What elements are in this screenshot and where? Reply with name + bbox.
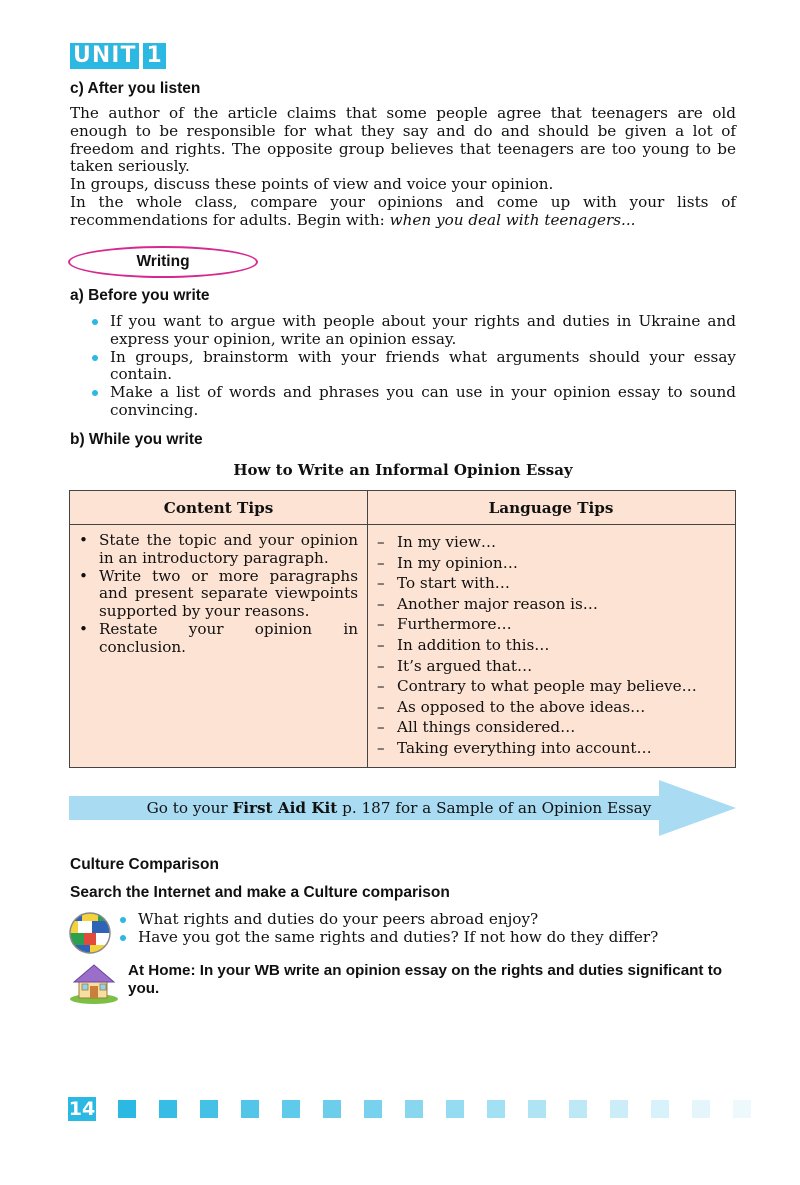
before-write-item: Make a list of words and phrases you can use in your opinion essay to sound convincing. <box>90 384 736 420</box>
footer-square <box>487 1100 505 1118</box>
page-number: 14 <box>68 1098 96 1120</box>
table-title: How to Write an Informal Opinion Essay <box>233 461 573 479</box>
footer-square <box>569 1100 587 1118</box>
footer-square <box>364 1100 382 1118</box>
language-tip: – It’s argued that… <box>373 656 733 677</box>
language-tips-header: Language Tips <box>488 499 614 517</box>
table-header-divider <box>70 524 735 525</box>
language-tip: – As opposed to the above ideas… <box>373 697 733 718</box>
language-tip: – Another major reason is… <box>373 594 733 615</box>
after-listen-paragraph-3 <box>70 194 736 230</box>
content-tips-header: Content Tips <box>163 499 274 517</box>
banner-suffix: p. 187 for a Sample of an Opinion Essay <box>342 799 652 817</box>
tips-table <box>69 490 736 768</box>
content-tips-list <box>76 532 358 657</box>
house-icon <box>68 962 120 1004</box>
culture-item: Have you got the same rights and duties? If not how do they differ? <box>118 929 738 947</box>
after-listen-paragraph-2: In groups, discuss these points of view and voice your opinion. <box>70 175 554 194</box>
home-task: At Home: In your WB write an opinion essay on the rights and duties significant to you. <box>128 962 723 997</box>
footer-square <box>159 1100 177 1118</box>
language-tip: – In addition to this… <box>373 635 733 656</box>
after-listen-heading: c) After you listen <box>70 80 201 97</box>
footer-square <box>651 1100 669 1118</box>
before-write-item: In groups, brainstorm with your friends what arguments should your essay contain. <box>90 349 736 385</box>
banner-prefix: Go to your <box>146 799 228 817</box>
before-write-heading: a) Before you write <box>70 287 210 304</box>
banner-text <box>69 799 729 817</box>
footer-square <box>692 1100 710 1118</box>
footer-square <box>241 1100 259 1118</box>
after-listen-paragraph-1: The author of the article claims that some people agree that teenagers are old enough to be responsible for what they say and do and should be given a lot of freedom and rights. The opposite group believes that teenagers are too young to be taken seriously. <box>70 104 736 176</box>
language-tips-list <box>373 532 733 759</box>
language-tip: – All things considered… <box>373 717 733 738</box>
language-tip: – In my view… <box>373 532 733 553</box>
culture-list <box>118 911 738 947</box>
culture-subheading: Search the Internet and make a Culture comparison <box>70 884 450 901</box>
table-column-divider <box>367 491 368 767</box>
before-write-item: If you want to argue with people about your rights and duties in Ukraine and express your opinion, write an opinion essay. <box>90 313 736 349</box>
footer-square <box>118 1100 136 1118</box>
language-tip: – Taking everything into account… <box>373 738 733 759</box>
footer-square <box>405 1100 423 1118</box>
after-listen-italic-phrase: when you deal with teenagers... <box>389 210 636 229</box>
language-tip: – Contrary to what people may believe… <box>373 676 733 697</box>
unit-number: 1 <box>143 43 165 69</box>
first-aid-kit-banner <box>69 780 736 836</box>
culture-item: What rights and duties do your peers abroad enjoy? <box>118 911 738 929</box>
unit-badge <box>70 43 166 69</box>
footer-square <box>282 1100 300 1118</box>
banner-bold: First Aid Kit <box>232 799 338 817</box>
content-tip: • Restate your opinion in conclusion. <box>76 621 358 657</box>
unit-word: UNIT <box>70 43 139 69</box>
content-tip: • Write two or more paragraphs and present separate viewpoints supported by your reasons. <box>76 568 358 621</box>
footer-square <box>323 1100 341 1118</box>
before-write-list <box>90 313 736 420</box>
language-tip: – In my opinion… <box>373 553 733 574</box>
while-write-heading: b) While you write <box>70 431 203 448</box>
writing-section-label: Writing <box>68 246 258 278</box>
language-tip: – Furthermore… <box>373 614 733 635</box>
after-listen-text <box>70 105 736 230</box>
culture-heading: Culture Comparison <box>70 856 219 873</box>
footer-square <box>733 1100 751 1118</box>
footer-square <box>200 1100 218 1118</box>
language-tip: – To start with… <box>373 573 733 594</box>
globe-flags-icon <box>68 911 112 955</box>
footer-square <box>610 1100 628 1118</box>
after-listen-paragraph-3-text: In the whole class, compare your opinions and come up with your lists of recommendations for adults. Begin with: <box>70 192 736 229</box>
content-tip: • State the topic and your opinion in an introductory paragraph. <box>76 532 358 568</box>
footer-square <box>528 1100 546 1118</box>
footer-square <box>446 1100 464 1118</box>
